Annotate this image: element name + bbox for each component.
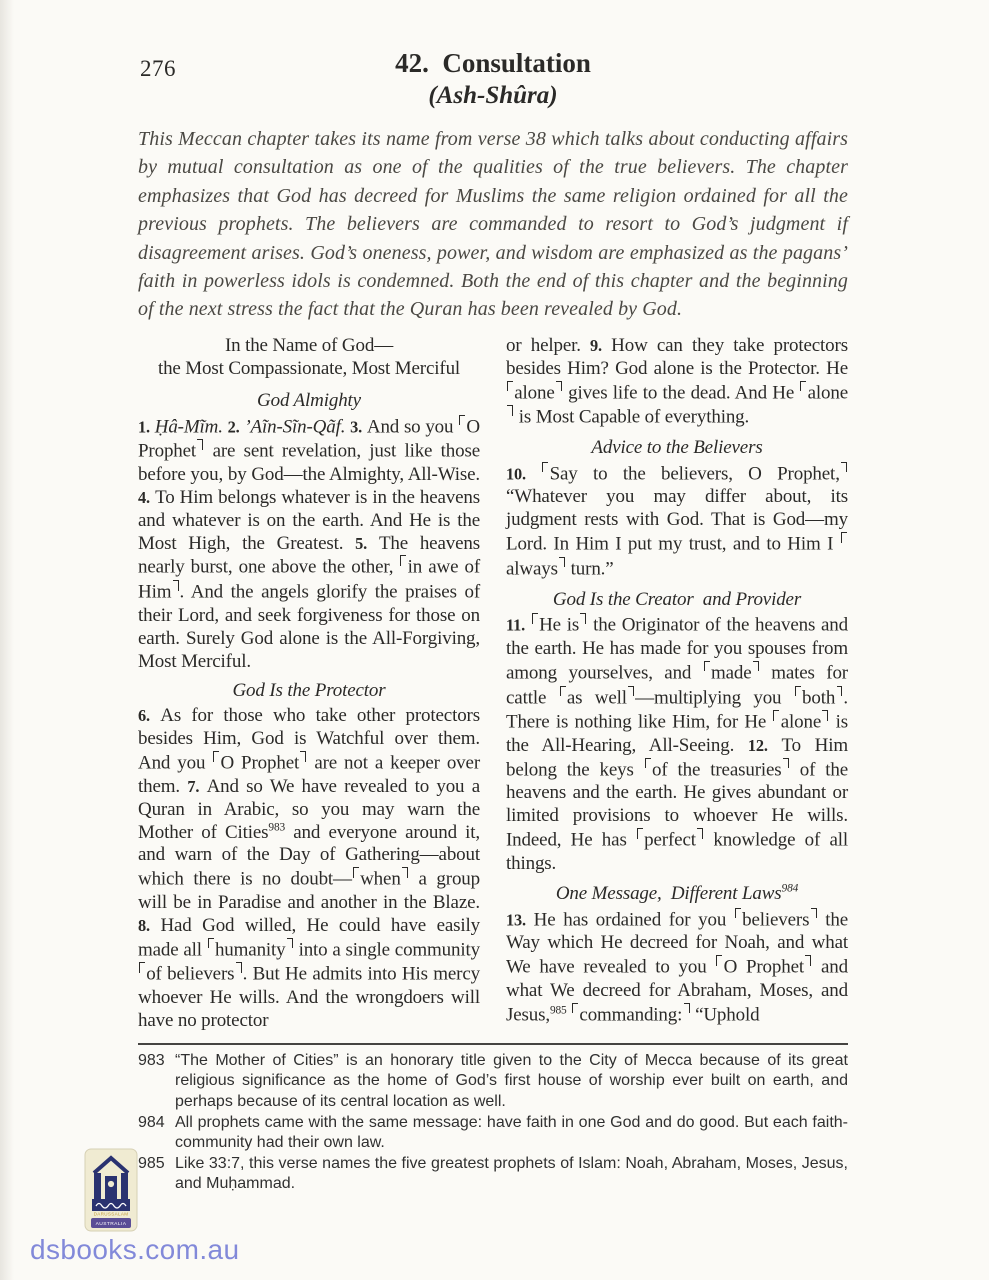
half-bracket-open [637, 828, 643, 839]
section-heading-god-is-the-creator-and-provider: God Is the Creator and Provider [552, 588, 802, 610]
section-heading-one-message-different-laws: One Message, Different Laws$^{984}$ [555, 882, 799, 904]
half-bracket-close [556, 381, 562, 392]
watermark: dsbooks.com.au [30, 1234, 240, 1265]
half-bracket-open [704, 661, 710, 672]
half-bracket-open [213, 751, 219, 762]
half-bracket-open [208, 938, 214, 949]
section-heading-god-is-the-protector: God Is the Protector [232, 680, 386, 702]
basmala-line-2: the Most Compassionate, Most Merciful [157, 357, 461, 379]
footnote-number: 984 [138, 1113, 165, 1131]
darussalam-logo-icon [84, 1148, 138, 1232]
publisher-logo [84, 1148, 138, 1232]
half-bracket-open [645, 758, 651, 769]
verse-number: 7. [187, 776, 200, 796]
half-bracket-open [773, 710, 779, 721]
footnote-984 [138, 1113, 848, 1154]
verse-number: 13. [506, 910, 526, 930]
half-bracket-close [300, 751, 306, 762]
half-bracket-open [560, 686, 566, 697]
two-column-body [138, 335, 848, 1033]
half-bracket-open [353, 867, 359, 878]
half-bracket-open [800, 381, 806, 392]
verse-paragraph-1-5: 1. Ḥâ-Mĩm. 2. ’Aĩn-Sĩn-Qãf. 3. And so you O Prophet are sent revelation, just like those before you, by God—the Almighty, All-Wise. 4. To Him belongs whatever is in the heavens and whatever is on the earth. And He is the Most High, the Greatest. 5. The heavens nearly burst, one above the other, in awe of Him . And the angels glorify the praises of their Lord, and seek forgiveness for those on earth. Surely God alone is the All-Forgiving, Most Merciful. [138, 416, 480, 672]
logo-brand-text: DARUSSALAM [93, 1211, 129, 1217]
half-bracket-open [735, 908, 741, 919]
half-bracket-close [628, 686, 634, 697]
footnote-983 [138, 1051, 848, 1113]
half-bracket-close [402, 867, 408, 878]
section-heading-god-almighty: God Almighty [257, 389, 361, 411]
verse-number: 9. [590, 335, 602, 355]
page-number: 276 [140, 56, 176, 81]
half-bracket-close [684, 1003, 690, 1014]
verse-number: 8. [138, 915, 150, 935]
half-bracket-close [753, 661, 759, 672]
half-bracket-open [795, 686, 801, 697]
half-bracket-open [507, 381, 513, 392]
half-bracket-close [173, 580, 179, 591]
half-bracket-open [400, 555, 406, 566]
left-column [138, 335, 480, 1033]
verse-paragraph-11-12: 11. He is the Originator of the heavens and the earth. He has made for you spouses from among yourselves, and made mates for cattle as well —multiplying you both . There is nothing like Him, for He alone is the All-Hearing, All-Seeing. 12. To Him belong the keys of the treasuries of the heavens and the earth. He gives abundant or limited provisions to whoever He wills. Indeed, He has perfect knowledge of all things. [506, 615, 849, 874]
right-column [506, 335, 848, 1033]
verse-number: 5. [355, 533, 368, 553]
chapter-header [138, 46, 848, 112]
verse-paragraph-6-8: 6. As for those who take other protectors besides Him, God is Watchful over them. And you O Prophet are not a keeper over them. 7. And so We have revealed to you a Quran in Arabic, so you may warn the Mother of Cities$^{983}$ and everyone around it, and warn of the Day of Gathering—about which there is no doubt— when a group will be in Paradise and another in the Blaze. 8. Had God willed, He could have easily made all humanity into a single community of believers . But He admits into His mercy whoever He wills. And the wrongdoers will have no protector [138, 705, 481, 1031]
chapter-title: 42. Consultation [395, 48, 591, 78]
footnote-text: All prophets came with the same message: have faith in one God and do good. But each faith-community had their own law. [175, 1113, 848, 1152]
half-bracket-open [459, 415, 465, 426]
half-bracket-close [287, 938, 293, 949]
chapter-subtitle: (Ash-Shûra) [428, 82, 558, 109]
verse-number: 1. [138, 417, 150, 437]
page-content [138, 46, 848, 1195]
half-bracket-close [805, 955, 811, 966]
footnotes [138, 1051, 848, 1195]
half-bracket-open [716, 955, 722, 966]
footnote-text: Like 33:7, this verse names the five greatest prophets of Islam: Noah, Abraham, Moses, Jesus, and Muḥammad. [175, 1154, 848, 1193]
half-bracket-close [580, 613, 586, 624]
verse-number: 10. [506, 464, 526, 484]
half-bracket-open [572, 1003, 578, 1014]
half-bracket-close [822, 710, 828, 721]
half-bracket-close [841, 462, 847, 473]
half-bracket-close [559, 557, 565, 568]
section-heading-advice-to-the-believers: Advice to the Believers [591, 436, 763, 458]
basmala-line-1: In the Name of God— [224, 334, 394, 356]
footnote-number: 983 [138, 1051, 165, 1069]
scan-page-edge-shadow [0, 0, 14, 1280]
verse-number: 2. [227, 417, 240, 437]
half-bracket-close [507, 405, 513, 416]
verse-paragraph-9: or helper. 9. How can they take protectors besides Him? God alone is the Protector. He alone gives life to the dead. And He alone is Most Capable of everything. [506, 334, 848, 428]
footnote-985 [138, 1154, 848, 1195]
verse-number: 11. [506, 616, 526, 636]
verse-number: 4. [138, 487, 150, 507]
verse-paragraph-10: 10. Say to the believers, O Prophet, “Whatever you may differ about, its judgment rests with God. That is God—my Lord. In Him I put my trust, and to Him I always turn.” [506, 463, 848, 580]
chapter-introduction: This Meccan chapter takes its name from verse 38 which talks about conducting affairs by mutual consultation as one of the qualities of the true believers. The chapter emphasizes that God has decreed for Muslims the same religion ordained for all the previous prophets. The believers are commanded to resort to God’s judgment if disagreement arises. God’s oneness, power, and wisdom are emphasized as the pagans’ faith in powerless idols is condemned. Both the end of this chapter and the beginning of the next stress the fact that the Quran has been revealed by God. [138, 128, 848, 321]
half-bracket-open [139, 962, 145, 973]
half-bracket-close [783, 758, 789, 769]
half-bracket-close [236, 962, 242, 973]
verse-number: 12. [747, 735, 768, 755]
footnote-divider [138, 1043, 848, 1045]
half-bracket-open [542, 462, 548, 473]
logo-region-text: AUSTRALIA [95, 1222, 127, 1227]
footnote-text: “The Mother of Cities” is an honorary title given to the City of Mecca because of its great religious significance as the home of God’s first house of worship ever built on earth, and perhaps because of its central location as well. [175, 1051, 848, 1111]
half-bracket-open [532, 613, 538, 624]
basmala [138, 335, 480, 381]
half-bracket-close [811, 908, 817, 919]
verse-number: 6. [138, 706, 150, 726]
verse-paragraph-13: 13. He has ordained for you believers the Way which He decreed for Noah, and what We have revealed to you O Prophet and what We decreed for Abraham, Moses, and Jesus,$^{985}$ commanding: “Uphold [506, 909, 849, 1026]
half-bracket-close [837, 686, 843, 697]
half-bracket-open [841, 532, 847, 543]
half-bracket-close [697, 828, 703, 839]
verse-number: 3. [350, 417, 363, 437]
half-bracket-close [197, 439, 203, 450]
footnote-number: 985 [138, 1154, 165, 1172]
